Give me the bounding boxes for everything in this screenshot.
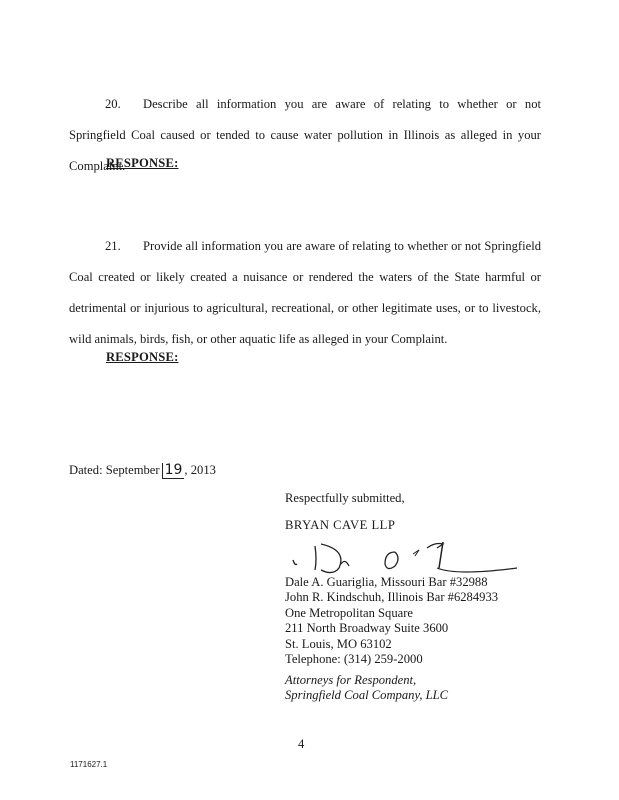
date-day-handwritten: 19 [162,463,185,479]
firm-name: BRYAN CAVE LLP [285,518,396,532]
response-label: RESPONSE: [106,156,179,170]
date-month: September [105,463,160,477]
address-line-1: One Metropolitan Square [285,605,414,620]
date-label: Dated: [69,463,103,477]
closing: Respectfully submitted, [285,491,405,505]
question-number: 21. [105,239,121,253]
attorney-2: John R. Kindschuh, Illinois Bar #6284933 [285,590,499,605]
attorneys-for [285,673,448,704]
date-year: , 2013 [184,463,216,477]
question-text: Describe all information you are aware of relating to whether or not Springfield Coal caused or tended to cause water pollution in Illinois as alleged in your Complaint. [69,97,541,173]
question-text: Provide all information you are aware of relating to whether or not Springfield Coal created or likely created a nuisance or rendered the waters of the State harmful or detrimental or injurious to agricultural, recreational, or other legitimate uses, or to livestock, wild animals, birds, fish, or other aquatic life as alleged in your Complaint. [69,239,541,346]
client-name: Springfield Coal Company, LLC [285,688,449,703]
date-line [69,463,216,479]
response-label: RESPONSE: [106,350,179,364]
page-number: 4 [298,737,305,751]
document-id: 1171627.1 [70,760,108,769]
address-line-3: St. Louis, MO 63102 [285,636,392,651]
attorney-1: Dale A. Guariglia, Missouri Bar #32988 [285,575,488,589]
signature-block-lines [285,575,498,667]
attorneys-for-label: Attorneys for Respondent, [285,673,417,687]
telephone: Telephone: (314) 259-2000 [285,652,423,667]
question-number: 20. [105,97,121,111]
address-line-2: 211 North Broadway Suite 3600 [285,621,449,636]
question-21 [69,231,541,355]
